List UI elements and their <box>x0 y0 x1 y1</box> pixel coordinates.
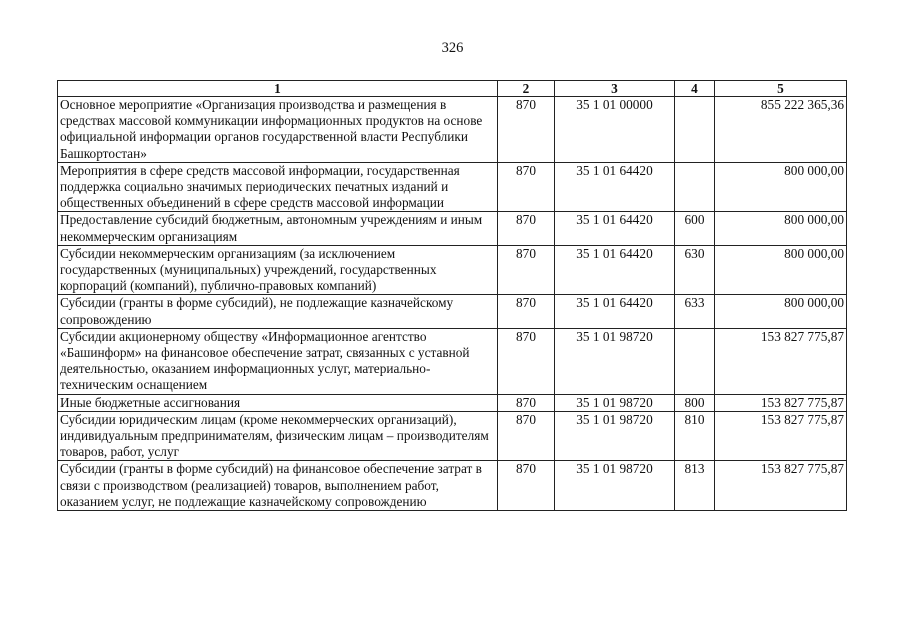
row-name: Субсидии (гранты в форме субсидий) на финансовое обеспечение затрат в связи с производством (реализацией) товаров, выполнением работ, оказанием услуг, не подлежащие казначейскому сопровождению <box>58 461 498 511</box>
row-target: 35 1 01 64420 <box>555 162 675 212</box>
row-name: Предоставление субсидий бюджетным, автономным учреждениям и иным некоммерческим организациям <box>58 212 498 245</box>
row-amount: 153 827 775,87 <box>715 394 847 411</box>
header-code: 2 <box>498 81 555 97</box>
row-target: 35 1 01 98720 <box>555 411 675 461</box>
table-row <box>58 212 847 245</box>
budget-table <box>57 80 847 511</box>
row-name: Субсидии некоммерческим организациям (за исключением государственных (муниципальных) учреждений, государственных корпораций (компаний), публично-правовых компаний) <box>58 245 498 295</box>
row-code: 870 <box>498 97 555 163</box>
row-amount: 855 222 365,36 <box>715 97 847 163</box>
table-row <box>58 295 847 328</box>
row-amount: 153 827 775,87 <box>715 411 847 461</box>
table-row <box>58 328 847 394</box>
row-type: 800 <box>675 394 715 411</box>
row-target: 35 1 01 00000 <box>555 97 675 163</box>
row-amount: 800 000,00 <box>715 162 847 212</box>
header-type: 4 <box>675 81 715 97</box>
row-code: 870 <box>498 411 555 461</box>
row-type <box>675 97 715 163</box>
row-name: Субсидии акционерному обществу «Информационное агентство «Башинформ» на финансовое обеспечение затрат, связанных с уставной деятельностью, оказанием информационных услуг, материально-техническим оснащением <box>58 328 498 394</box>
row-target: 35 1 01 64420 <box>555 245 675 295</box>
row-target: 35 1 01 64420 <box>555 295 675 328</box>
row-type: 633 <box>675 295 715 328</box>
row-name: Субсидии юридическим лицам (кроме некоммерческих организаций), индивидуальным предпринимателям, физическим лицам – производителям товаров, работ, услуг <box>58 411 498 461</box>
row-name: Иные бюджетные ассигнования <box>58 394 498 411</box>
row-target: 35 1 01 64420 <box>555 212 675 245</box>
row-amount: 800 000,00 <box>715 212 847 245</box>
row-amount: 800 000,00 <box>715 245 847 295</box>
table-row <box>58 394 847 411</box>
row-amount: 153 827 775,87 <box>715 328 847 394</box>
row-name: Субсидии (гранты в форме субсидий), не подлежащие казначейскому сопровождению <box>58 295 498 328</box>
page-number: 326 <box>441 40 464 56</box>
row-type: 813 <box>675 461 715 511</box>
row-target: 35 1 01 98720 <box>555 461 675 511</box>
row-name: Основное мероприятие «Организация производства и размещения в средствах массовой коммуникации информационных продуктов на основе официальной информации органов государственной власти Республики Башкортостан» <box>58 97 498 163</box>
row-amount: 800 000,00 <box>715 295 847 328</box>
row-code: 870 <box>498 328 555 394</box>
header-name: 1 <box>58 81 498 97</box>
row-type: 600 <box>675 212 715 245</box>
header-target: 3 <box>555 81 675 97</box>
row-code: 870 <box>498 245 555 295</box>
row-code: 870 <box>498 461 555 511</box>
row-amount: 153 827 775,87 <box>715 461 847 511</box>
row-type <box>675 162 715 212</box>
table-row <box>58 97 847 163</box>
row-type: 630 <box>675 245 715 295</box>
row-code: 870 <box>498 394 555 411</box>
row-type <box>675 328 715 394</box>
row-target: 35 1 01 98720 <box>555 394 675 411</box>
row-code: 870 <box>498 162 555 212</box>
table-row <box>58 245 847 295</box>
table-row <box>58 461 847 511</box>
table-header-row <box>58 81 847 97</box>
row-type: 810 <box>675 411 715 461</box>
table-row <box>58 411 847 461</box>
header-amount: 5 <box>715 81 847 97</box>
table-row <box>58 162 847 212</box>
row-name: Мероприятия в сфере средств массовой информации, государственная поддержка социально значимых периодических печатных изданий и общественных объединений в сфере средств массовой информации <box>58 162 498 212</box>
row-code: 870 <box>498 295 555 328</box>
row-code: 870 <box>498 212 555 245</box>
row-target: 35 1 01 98720 <box>555 328 675 394</box>
